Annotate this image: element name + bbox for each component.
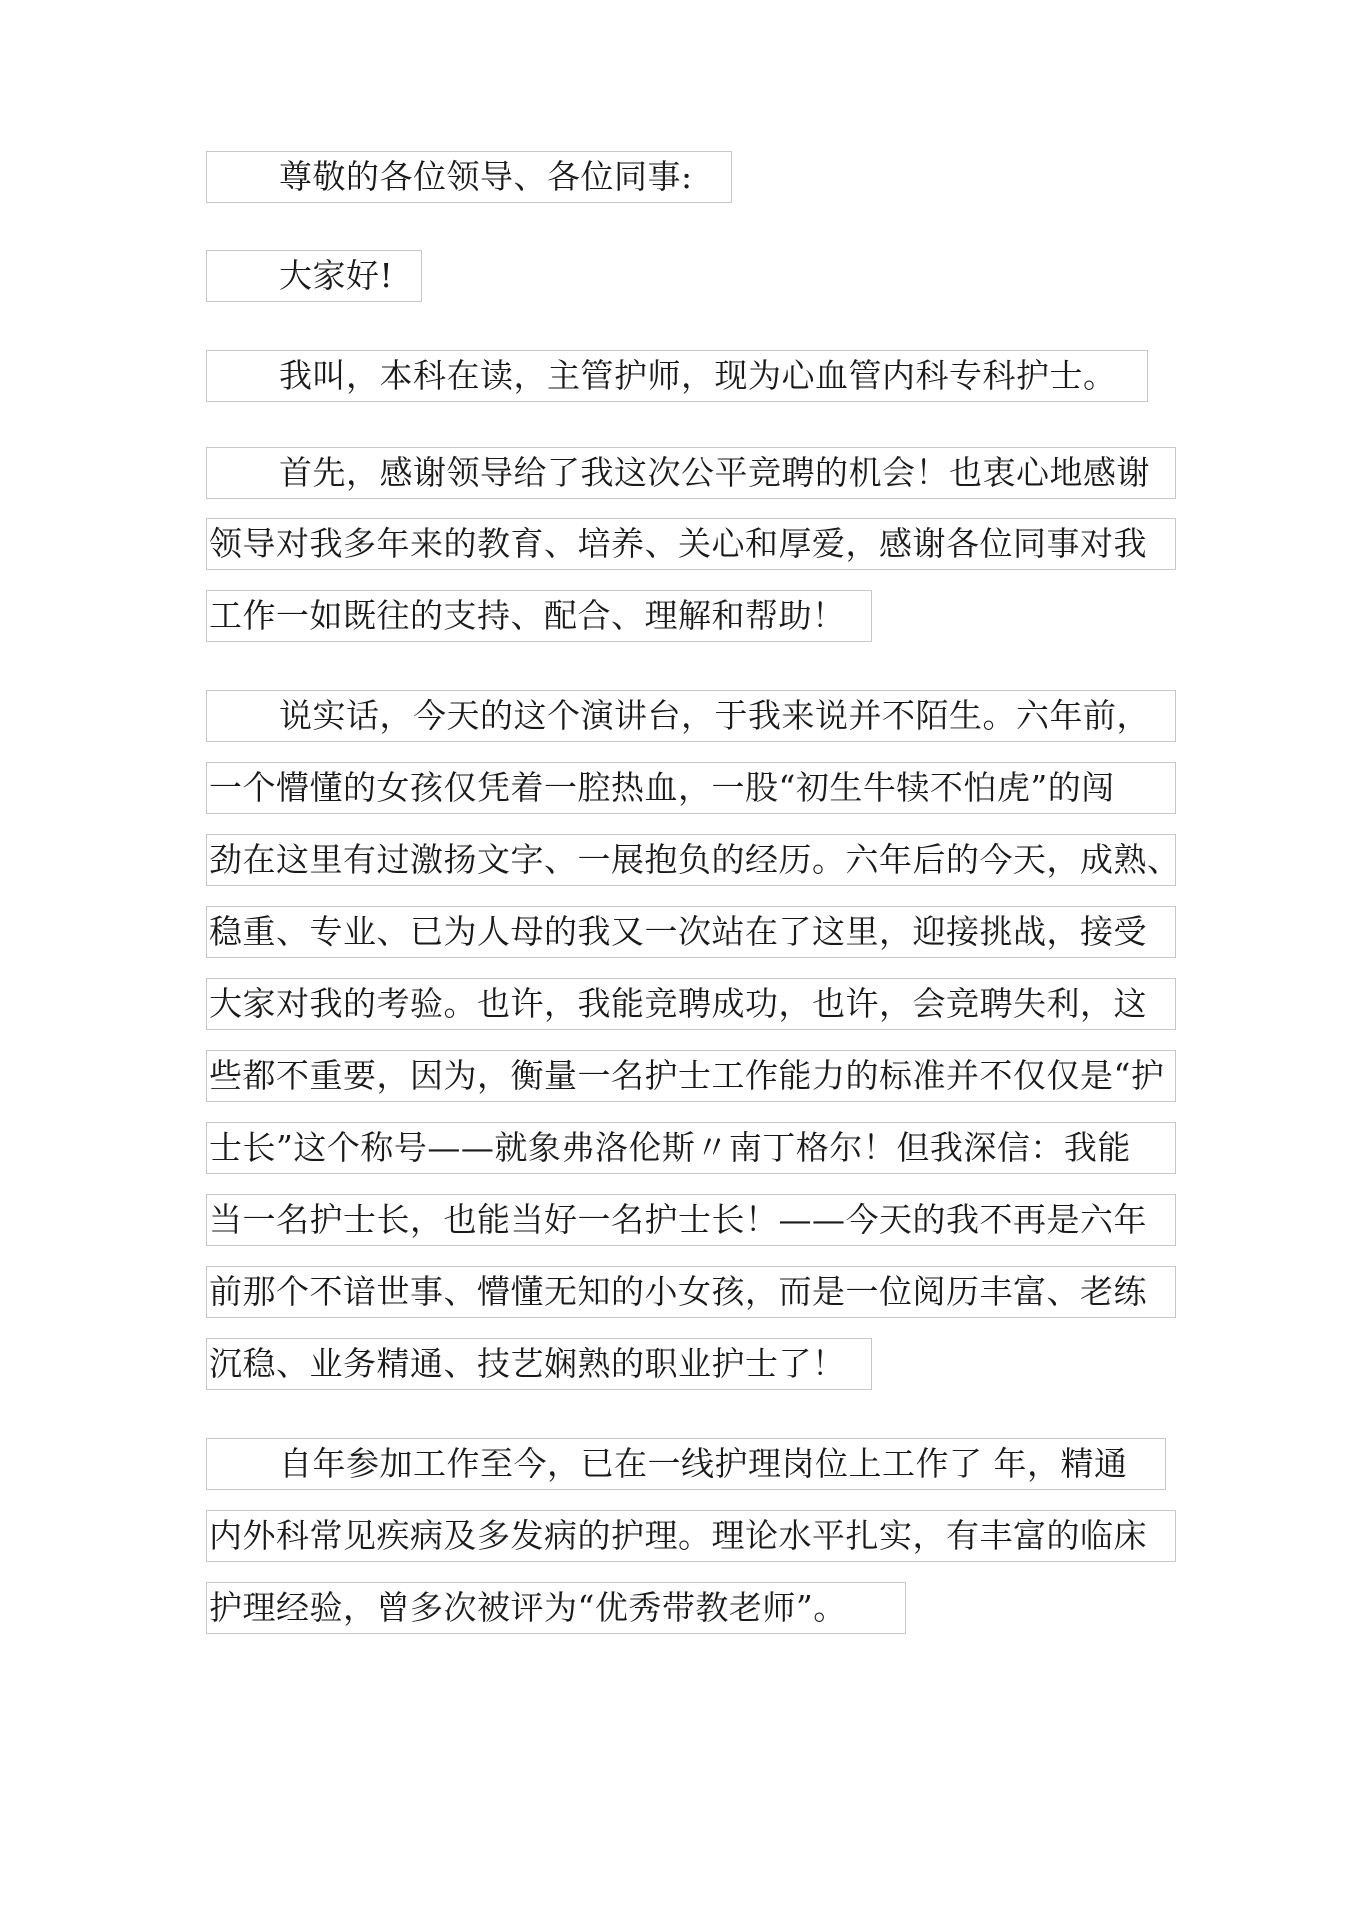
greeting-line: 大家好! <box>206 250 422 302</box>
story-line-2: 一个懵懂的女孩仅凭着一腔热血，一股“初生牛犊不怕虎”的闯 <box>206 762 1176 814</box>
salutation-line: 尊敬的各位领导、各位同事: <box>206 151 732 203</box>
thanks-line-3: 工作一如既往的支持、配合、理解和帮助！ <box>206 590 872 642</box>
experience-line-1: 自年参加工作至今，已在一线护理岗位上工作了 年，精通 <box>206 1438 1166 1490</box>
story-line-8: 当一名护士长，也能当好一名护士长！——今天的我不再是六年 <box>206 1194 1176 1246</box>
story-line-6: 些都不重要，因为，衡量一名护士工作能力的标准并不仅仅是“护 <box>206 1050 1176 1102</box>
story-line-9: 前那个不谙世事、懵懂无知的小女孩，而是一位阅历丰富、老练 <box>206 1266 1176 1318</box>
experience-line-3: 护理经验，曾多次被评为“优秀带教老师”。 <box>206 1582 906 1634</box>
intro-line: 我叫，本科在读，主管护师，现为心血管内科专科护士。 <box>206 350 1148 402</box>
story-line-3: 劲在这里有过激扬文字、一展抱负的经历。六年后的今天，成熟、 <box>206 834 1176 886</box>
thanks-line-2: 领导对我多年来的教育、培养、关心和厚爱，感谢各位同事对我 <box>206 518 1176 570</box>
story-line-7: 士长”这个称号——就象弗洛伦斯〃南丁格尔！但我深信：我能 <box>206 1122 1176 1174</box>
story-line-4: 稳重、专业、已为人母的我又一次站在了这里，迎接挑战，接受 <box>206 906 1176 958</box>
story-line-1: 说实话，今天的这个演讲台，于我来说并不陌生。六年前， <box>206 690 1176 742</box>
story-line-10: 沉稳、业务精通、技艺娴熟的职业护士了！ <box>206 1338 872 1390</box>
story-line-5: 大家对我的考验。也许，我能竞聘成功，也许，会竞聘失利，这 <box>206 978 1176 1030</box>
experience-line-2: 内外科常见疾病及多发病的护理。理论水平扎实，有丰富的临床 <box>206 1510 1176 1562</box>
thanks-line-1: 首先，感谢领导给了我这次公平竞聘的机会！也衷心地感谢 <box>206 447 1176 499</box>
